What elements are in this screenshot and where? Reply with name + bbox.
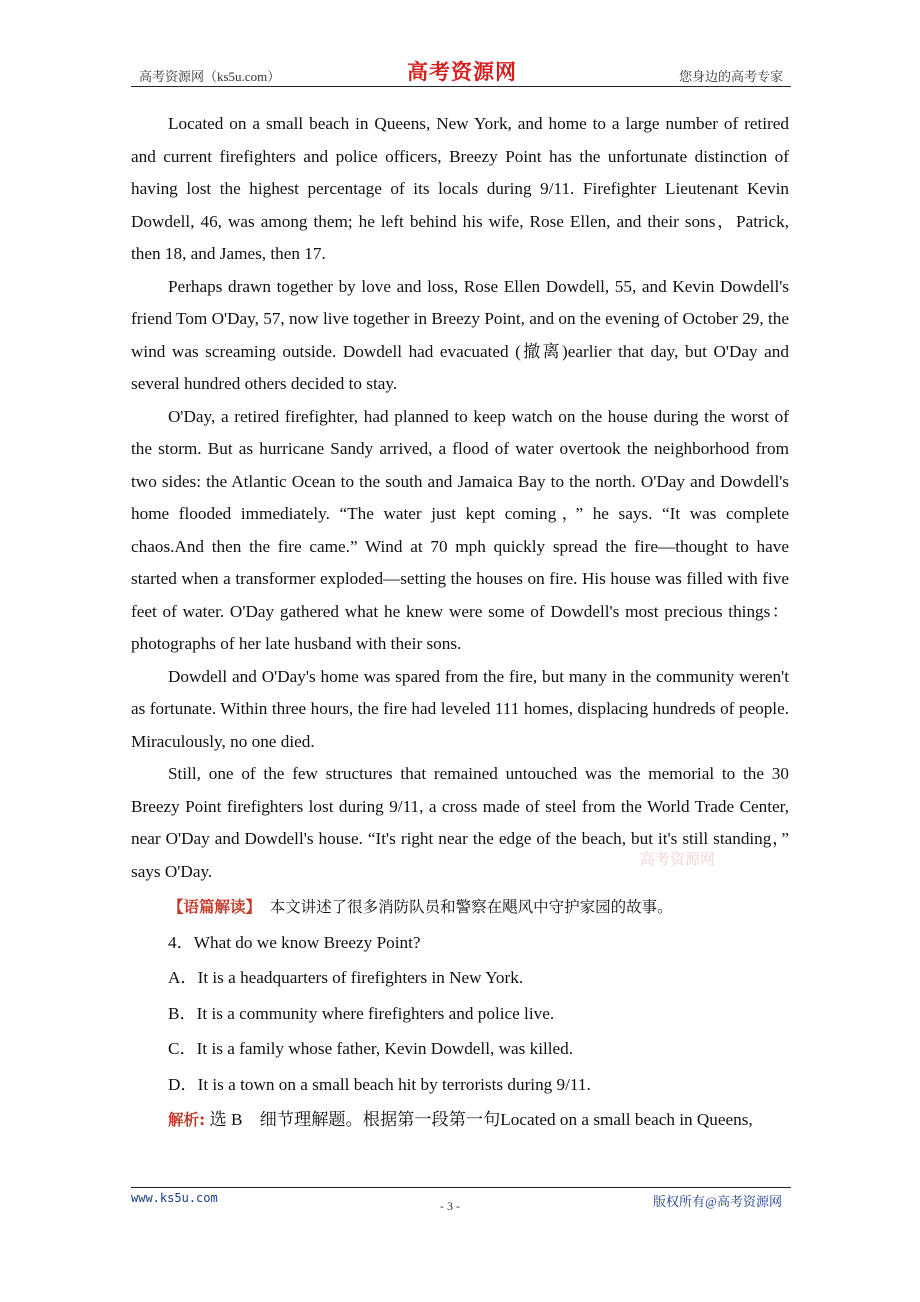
option-c: C．It is a family whose father, Kevin Dowdell, was killed. <box>168 1039 574 1058</box>
header-slogan: 您身边的高考专家 <box>678 69 783 84</box>
passage-paragraph-1: Located on a small beach in Queens, New York, and home to a large number of retired and current firefighters and police officers, Breezy Point has the unfortunate distinction of having lost the highest percentage of its locals during 9/11. Firefighter Lieutenant Kevin Dowdell, 46, was among them; he left behind his wife, Rose Ellen, and their sons，Patrick, then 18, and James, then 17. <box>131 114 789 263</box>
page-number: - 3 - <box>440 1199 460 1213</box>
analysis-label: 解析: <box>168 1111 206 1129</box>
reading-note <box>131 891 789 924</box>
option-b: B．It is a community where firefighters and police live. <box>168 1003 555 1023</box>
analysis-text: 选 B 细节理解题。根据第一段第一句Located on a small beach in Queens, <box>209 1110 753 1129</box>
passage-paragraph-4: Dowdell and O'Day's home was spared from the fire, but many in the community weren't as fortunate. Within three hours, the fire had leveled 111 homes, displacing hundreds of people. Miraculously, no one died. <box>131 666 789 751</box>
document-body <box>131 108 789 1137</box>
option-a: A．It is a headquarters of firefighters in New York. <box>168 968 524 987</box>
passage-paragraph-2: Perhaps drawn together by love and loss, Rose Ellen Dowdell, 55, and Kevin Dowdell's friend Tom O'Day, 57, now live together in Breezy Point, and on the evening of October 29, the wind was screaming outside. Dowdell had evacuated (撤离)earlier that day, but O'Day and several hundred others decided to stay. <box>131 276 789 393</box>
footer-website: www.ks5u.com <box>131 1191 218 1205</box>
option-d: D．It is a town on a small beach hit by terrorists during 9/11. <box>168 1074 591 1094</box>
reading-note-label: 【语篇解读】 <box>168 898 262 916</box>
header-divider <box>131 86 791 87</box>
page-header <box>131 56 791 86</box>
footer-copyright: 版权所有@高考资源网 <box>653 1194 782 1209</box>
footer-divider <box>131 1187 791 1188</box>
passage-paragraph-3: O'Day, a retired firefighter, had planned to keep watch on the house during the worst of the storm. But as hurricane Sandy arrived, a flood of water overtook the neighborhood from two sides: the Atlantic Ocean to the south and Jamaica Bay to the north. O'Day and Dowdell's home flooded immediately. “The water just kept coming，” he says. “It was complete chaos.And then the fire came.” Wind at 70 mph quickly spread the fire—thought to have started when a transformer exploded—setting the houses on fire. His house was filled with five feet of water. O'Day gathered what he knew were some of Dowdell's most precious things： photographs of her late husband with their sons. <box>131 406 789 653</box>
analysis <box>131 1104 789 1137</box>
reading-note-text: 本文讲述了很多消防队员和警察在飓风中守护家园的故事。 <box>269 898 673 916</box>
watermark-text: 高考资源网 <box>640 850 716 868</box>
question-stem: 4．What do we know Breezy Point? <box>168 932 421 952</box>
header-site-name: 高考资源网（ks5u.com） <box>139 69 281 84</box>
passage-paragraph-5: Still, one of the few structures that remained untouched was the memorial to the 30 Breezy Point firefighters lost during 9/11, a cross made of steel from the World Trade Center, near O'Day and Dowdell's house. “It's right near the edge of the beach, but it's still standing，” says O'Day. <box>131 764 789 881</box>
header-logo: 高考资源网 <box>407 59 517 84</box>
